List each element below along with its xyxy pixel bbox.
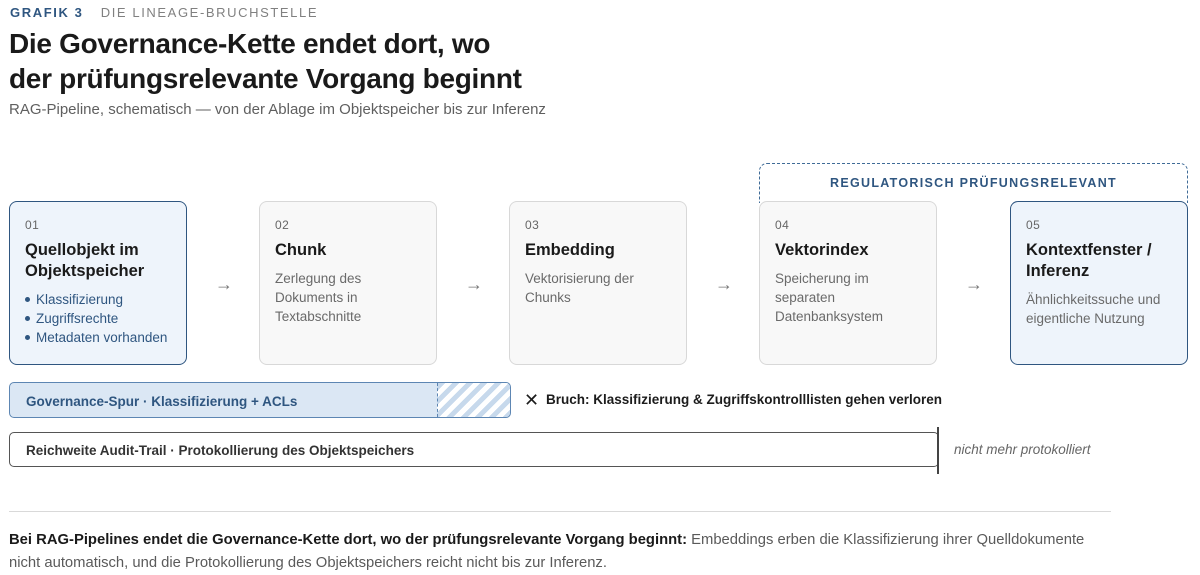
arrow-right-icon: → (715, 274, 733, 294)
title-line-2: der prüfungsrelevante Vorgang beginnt (9, 63, 522, 94)
divider (9, 511, 1111, 512)
audit-trail-label: Reichweite Audit-Trail · Protokollierung des Objektspeichers (26, 443, 415, 458)
step-number: 05 (1026, 218, 1041, 232)
governance-break-hatch (437, 383, 510, 417)
step-title: Embedding (525, 241, 615, 259)
arrow-right-icon: → (215, 274, 233, 294)
step-title: Chunk (275, 241, 327, 259)
step-number: 02 (275, 218, 290, 232)
step-title: Quellobjekt im Objektspeicher (25, 241, 145, 280)
audit-trail-bar (9, 432, 939, 467)
step-card-01 (9, 201, 187, 365)
figure-number: GRAFIK 3 (10, 5, 84, 20)
break-text: Bruch: Klassifizierung & Zugriffskontrolllisten gehen verloren (546, 392, 943, 407)
step-description: Ähnlichkeitssuche und eigentliche Nutzung (1026, 292, 1161, 326)
footer-text: Embeddings erben die Klassifizierung ihrer Quelldokumente nicht automatisch, und die Protokollierung des Objektspeichers reicht nicht bis zur Inferenz. (9, 532, 1085, 571)
footer-lead: Bei RAG-Pipelines endet die Governance-Kette dort, wo der prüfungsrelevante Vorgang beginnt: (9, 532, 688, 548)
figure-kicker (10, 5, 318, 20)
governance-track-label: Governance-Spur · Klassifizierung + ACLs (26, 394, 298, 409)
regulatory-label: REGULATORISCH PRÜFUNGSRELEVANT (830, 176, 1117, 190)
step-number: 01 (25, 218, 40, 232)
step-number: 03 (525, 218, 540, 232)
step-description: Zerlegung des Dokuments in Textabschnitte (275, 271, 362, 324)
page-subtitle: RAG-Pipeline, schematisch — von der Ablage im Objektspeicher bis zur Inferenz (9, 101, 546, 118)
governance-track-bar (9, 382, 511, 418)
step-description: Vektorisierung der Chunks (525, 271, 634, 305)
step-description: Speicherung im separaten Datenbanksystem (775, 271, 884, 324)
bullet-classification: Klassifizierung (25, 290, 171, 309)
audit-trail-note: nicht mehr protokolliert (954, 442, 1091, 457)
step-card-04 (759, 201, 937, 365)
page-title (9, 26, 649, 96)
title-line-1: Die Governance-Kette endet dort, wo (9, 28, 491, 59)
step-number: 04 (775, 218, 790, 232)
bullet-access-rights: Zugriffsrechte (25, 309, 171, 328)
step-card-03 (509, 201, 687, 365)
step-card-02 (259, 201, 437, 365)
bullet-metadata: Metadaten vorhanden (25, 328, 171, 347)
step-title: Vektorindex (775, 241, 869, 259)
step-title: Kontextfenster / Inferenz (1026, 241, 1152, 280)
footer-caption (9, 529, 1119, 575)
arrow-right-icon: → (465, 274, 483, 294)
break-annotation (524, 390, 942, 411)
arrow-right-icon: → (965, 274, 983, 294)
step-card-05 (1010, 201, 1188, 365)
close-icon: ✕ (524, 390, 540, 410)
audit-trail-end-marker (937, 427, 939, 474)
figure-label: DIE LINEAGE-BRUCHSTELLE (100, 5, 319, 20)
step-bullet-list (25, 290, 171, 347)
